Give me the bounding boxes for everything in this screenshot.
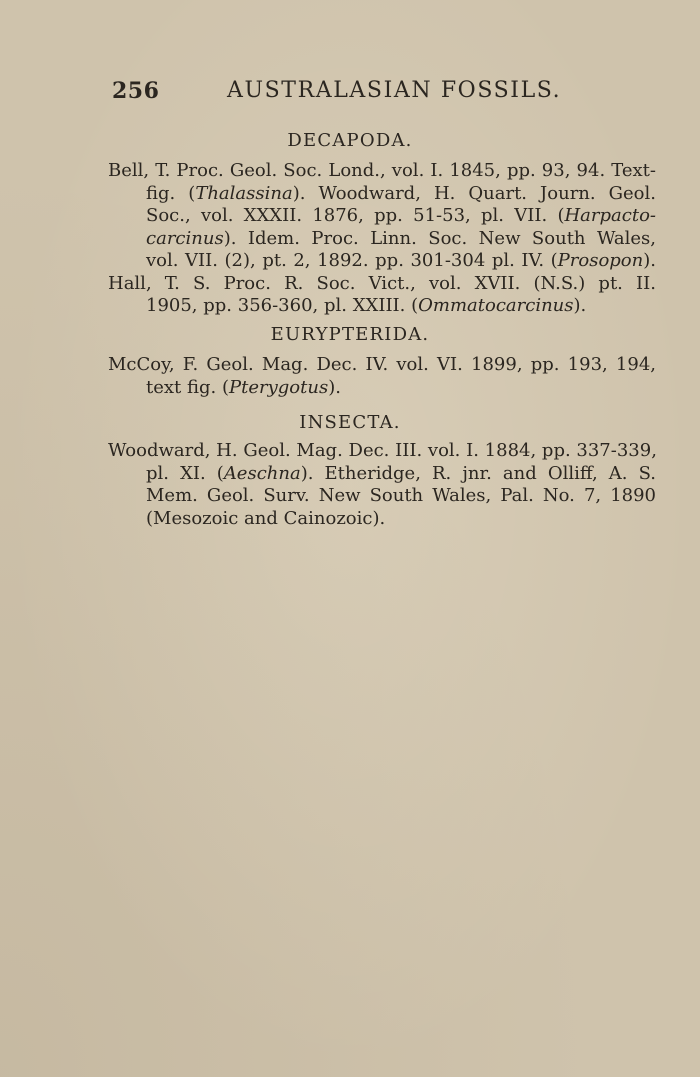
- running-head: [112, 78, 562, 112]
- reference-list-insecta: [108, 440, 656, 530]
- reference-line: text fig. (Pterygotus).: [146, 376, 341, 398]
- reference-line: pl. XI. (Aeschna). Etheridge, R. jnr. and Olliff, A. S.: [146, 462, 656, 484]
- section-heading-decapoda: DECAPODA.: [287, 130, 413, 151]
- running-title: AUSTRALASIAN FOSSILS.: [227, 78, 562, 103]
- section-heading-eurypterida: EURYPTERIDA.: [270, 324, 430, 345]
- reference-line: fig. (Thalassina). Woodward, H. Quart. Journ. Geol.: [146, 182, 656, 204]
- reference-list-eurypterida: [108, 354, 656, 399]
- reference-line: Bell, T. Proc. Geol. Soc. Lond., vol. I. 1845, pp. 93, 94. Text-: [108, 160, 656, 181]
- reference-line: vol. VII. (2), pt. 2, 1892. pp. 301-304 pl. IV. (Prosopon).: [146, 250, 656, 271]
- reference-line: Hall, T. S. Proc. R. Soc. Vict., vol. XVII. (N.S.) pt. II.: [108, 272, 656, 294]
- reference-line: 1905, pp. 356-360, pl. XXIII. (Ommatocarcinus).: [146, 295, 587, 316]
- reference-line: carcinus). Idem. Proc. Linn. Soc. New South Wales,: [146, 227, 656, 249]
- page-number: 256: [112, 78, 160, 104]
- section-heading-insecta: INSECTA.: [299, 412, 401, 433]
- reference-list-decapoda: [108, 160, 656, 318]
- reference-line: McCoy, F. Geol. Mag. Dec. IV. vol. VI. 1899, pp. 193, 194,: [108, 354, 656, 375]
- reference-line: (Mesozoic and Cainozoic).: [146, 507, 386, 529]
- reference-line: Mem. Geol. Surv. New South Wales, Pal. No. 7, 1890: [146, 485, 656, 506]
- reference-line: Soc., vol. XXXII. 1876, pp. 51-53, pl. VII. (Harpacto-: [146, 205, 656, 226]
- reference-line: Woodward, H. Geol. Mag. Dec. III. vol. I. 1884, pp. 337-339,: [108, 440, 657, 461]
